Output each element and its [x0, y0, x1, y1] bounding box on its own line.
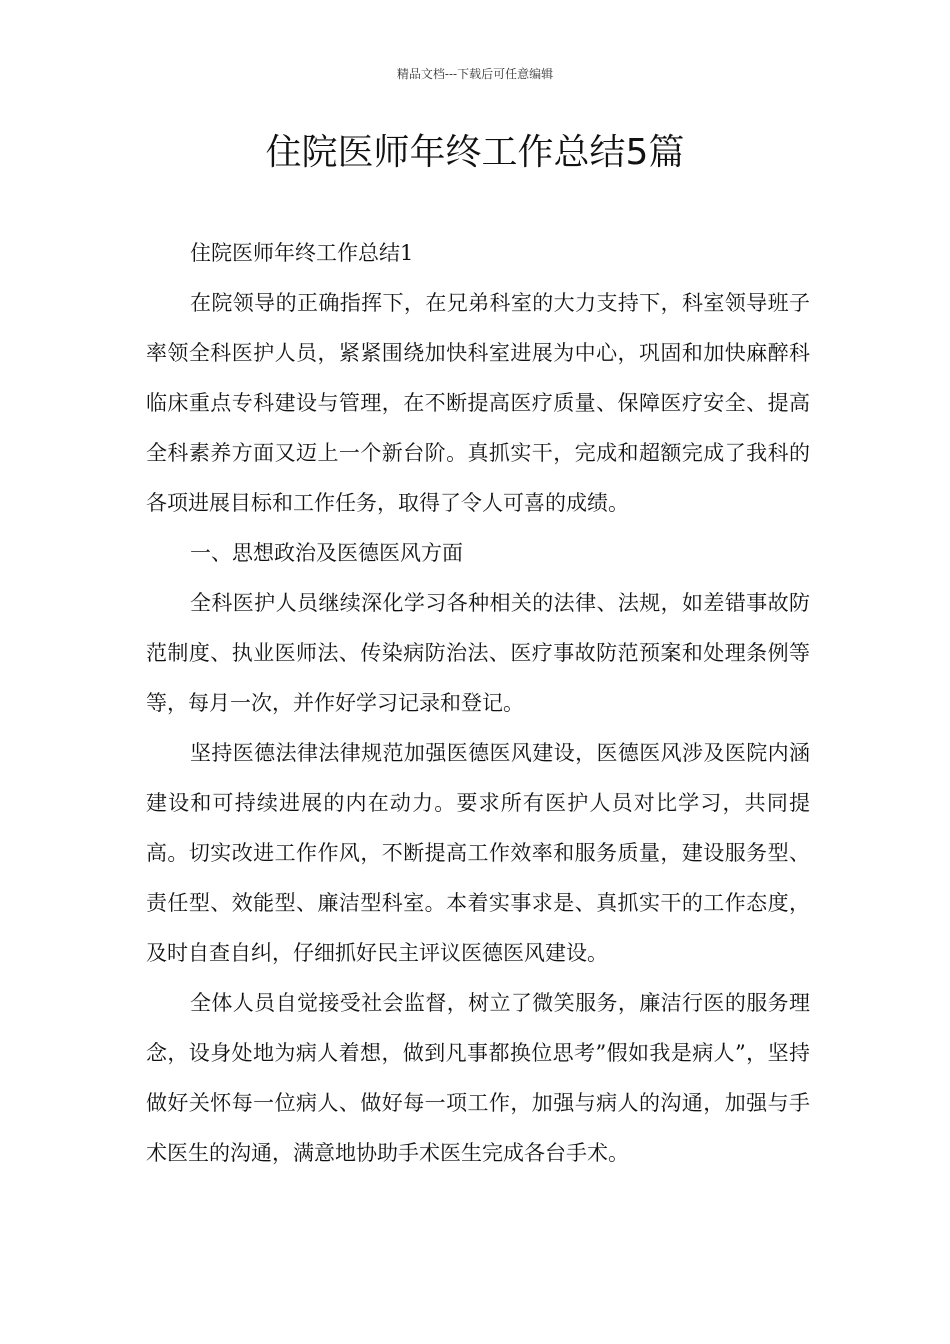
subtitle: 住院医师年终工作总结1 [190, 241, 414, 265]
section-paragraph-3: 全体人员自觉接受社会监督，树立了微笑服务，廉洁行医的服务理念，设身处地为病人着想，做到凡事都换位思考”假如我是病人”，坚持做好关怀每一位病人、做好每一项工作，加强与病人的沟通，加强与手术医生的沟通，满意地协助手术医生完成各台手术。 [146, 991, 810, 1165]
section-paragraph-2: 坚持医德法律法律规范加强医德医风建设，医德医风涉及医院内涵建设和可持续进展的内在动力。要求所有医护人员对比学习，共同提高。切实改进工作作风，不断提高工作效率和服务质量，建设服务型、责任型、效能型、廉洁型科室。本着实事求是、真抓实干的工作态度，及时自查自纠，仔细抓好民主评议医德医风建设。 [146, 741, 810, 965]
document-title: 住院医师年终工作总结5篇 [265, 132, 685, 173]
intro-paragraph: 在院领导的正确指挥下，在兄弟科室的大力支持下，科室领导班子率领全科医护人员，紧紧围绕加快科室进展为中心，巩固和加快麻醉科临床重点专科建设与管理，在不断提高医疗质量、保障医疗安全、提高全科素养方面又迈上一个新台阶。真抓实干，完成和超额完成了我科的各项进展目标和工作任务，取得了令人可喜的成绩。 [146, 291, 810, 515]
section-heading: 一、思想政治及医德医风方面 [190, 541, 463, 565]
section-paragraph-1: 全科医护人员继续深化学习各种相关的法律、法规，如差错事故防范制度、执业医师法、传染病防治法、医疗事故防范预案和处理条例等等，每月一次，并作好学习记录和登记。 [146, 591, 810, 715]
header-note: 精品文档---下载后可任意编辑 [396, 67, 554, 81]
document-body [146, 228, 810, 1178]
